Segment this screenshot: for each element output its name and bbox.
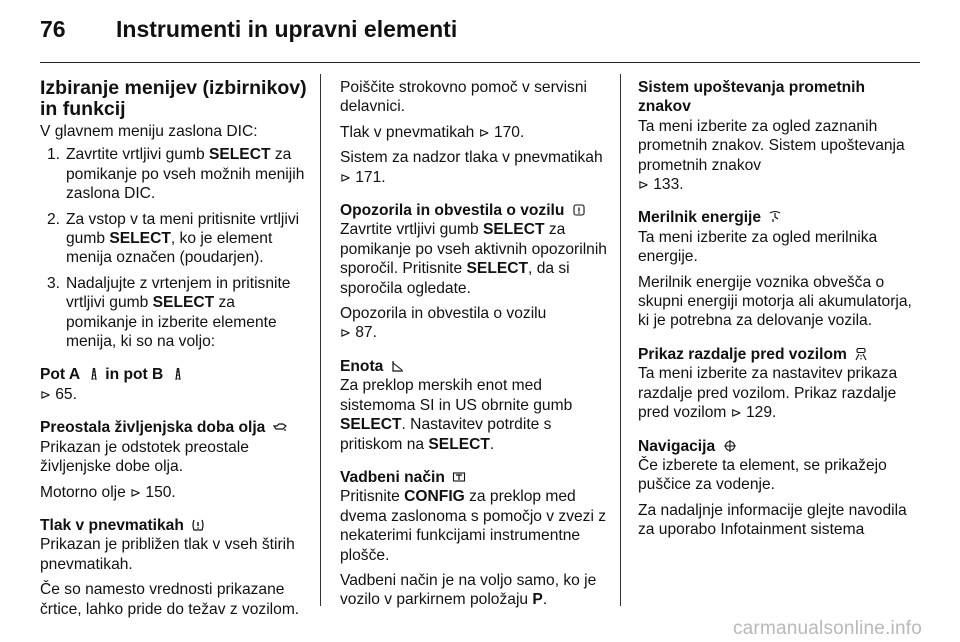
step-text: Nadaljujte z vrtenjem in pritisnite vrtljivi gumb SELECT za pomikanje in izberite elemente menija, ki so na voljo: [66, 274, 291, 351]
step-text: Za vstop v ta meni pritisnite vrtljivi gumb SELECT, ko je element menija označen (poudarjen). [66, 210, 300, 267]
page-header [40, 14, 920, 60]
following-distance-icon [854, 347, 868, 361]
tyre-text: Če so namesto vrednosti prikazane črtice, lahko pride do težav z vozilom. [40, 581, 300, 618]
energy-text: Ta meni izberite za ogled merilnika energije. [638, 228, 878, 266]
oil-reference[interactable]: Motorno olje ⊳ 150. [40, 483, 176, 501]
tyre-pressure-icon [191, 518, 205, 532]
coach-text: Pritisnite CONFIG za preklop med dvema zaslonoma s pomočjo v zvezi z nekaterimi funkcijami instrumentne plošče. [340, 488, 607, 564]
warnings-heading: Opozorila in obvestila o vozilu [340, 201, 612, 220]
step-number: 1. [46, 146, 60, 164]
column-right [638, 78, 920, 540]
oil-can-icon [273, 420, 287, 434]
page-title: Instrumenti in upravni elementi [116, 16, 458, 42]
car-info-icon [572, 203, 586, 217]
watermark: carmanualsonline.info [732, 618, 922, 639]
column-divider-right [620, 74, 621, 606]
units-heading: Enota [340, 357, 612, 376]
road-icon [171, 367, 185, 381]
sign-heading: Sistem upoštevanja prometnih znakov [638, 79, 866, 116]
tyre-heading: Tlak v pnevmatikah [40, 516, 310, 535]
oil-heading: Preostala življenjska doba olja [40, 418, 310, 437]
column-divider-left [320, 74, 321, 606]
help-text: Poiščite strokovno pomoč v servisni delavnici. [340, 79, 587, 116]
list-item [40, 145, 310, 203]
energy-icon [768, 210, 782, 224]
intro-text: V glavnem meniju zaslona DIC: [40, 123, 258, 140]
step-text: Zavrtite vrtljivi gumb SELECT za pomikanje po vseh možnih menijih zaslona DIC. [66, 146, 305, 203]
energy-heading: Merilnik energije [638, 208, 920, 227]
page-number: 76 [40, 16, 66, 42]
header-divider [40, 62, 920, 63]
section-heading: Izbiranje menijev (izbirnikov) in funkcij [40, 77, 307, 120]
step-number: 3. [46, 274, 60, 292]
navigation-heading: Navigacija [638, 437, 920, 456]
warnings-reference[interactable]: Opozorila in obvestila o vozilu ⊳ 87. [340, 305, 547, 342]
warnings-text: Zavrtite vrtljivi gumb SELECT za pomikanje po vseh aktivnih opozorilnih sporočil. Pritisnite SELECT, da si sporočila ogledate. [340, 221, 607, 297]
compass-icon [723, 439, 737, 453]
energy-text: Merilnik energije voznika obvešča o skupni energiji motorja ali akumulatorja, ki je potrebna za delovanje vozila. [638, 273, 912, 330]
coach-text: Vadbeni način je na voljo samo, ko je vozilo v parkirnem položaju P. [340, 571, 597, 609]
steps-list [40, 145, 310, 351]
coach-heading: Vadbeni način [340, 468, 612, 487]
cross-reference[interactable]: ⊳ 65. [40, 385, 77, 403]
list-item [40, 274, 310, 352]
trip-heading: Pot A in pot B [40, 365, 310, 384]
step-number: 2. [46, 210, 60, 228]
column-left [40, 78, 310, 619]
navigation-text: Če izberete ta element, se prikažejo puščice za vodenje. [638, 456, 887, 494]
list-item [40, 210, 310, 268]
units-text: Za preklop merskih enot med sistemoma SI in US obrnite gumb SELECT. Nastavitev potrdite s pritiskom na SELECT. [340, 377, 573, 453]
tyre-reference[interactable]: Tlak v pnevmatikah ⊳ 170. [340, 123, 525, 141]
distance-text[interactable]: Ta meni izberite za nastavitev prikaza razdalje pred vozilom. Prikaz razdalje pred vozilom ⊳ 129. [638, 365, 898, 422]
column-middle [340, 78, 612, 610]
road-icon [87, 367, 101, 381]
oil-text: Prikazan je odstotek preostale življenjske dobe olja. [40, 438, 249, 476]
monitor-reference[interactable]: Sistem za nadzor tlaka v pnevmatikah ⊳ 171. [340, 149, 603, 186]
tyre-text: Prikazan je približen tlak v vseh štirih pnevmatikah. [40, 536, 295, 573]
navigation-text: Za nadaljnje informacije glejte navodila za uporabo Infotainment sistema [638, 501, 907, 539]
display-mode-icon [452, 470, 466, 484]
ruler-icon [391, 359, 405, 373]
sign-text[interactable]: Ta meni izberite za ogled zaznanih prometnih znakov. Sistem upoštevanja prometnih znakov ⊳ 133. [638, 117, 905, 194]
distance-heading: Prikaz razdalje pred vozilom [638, 345, 920, 364]
